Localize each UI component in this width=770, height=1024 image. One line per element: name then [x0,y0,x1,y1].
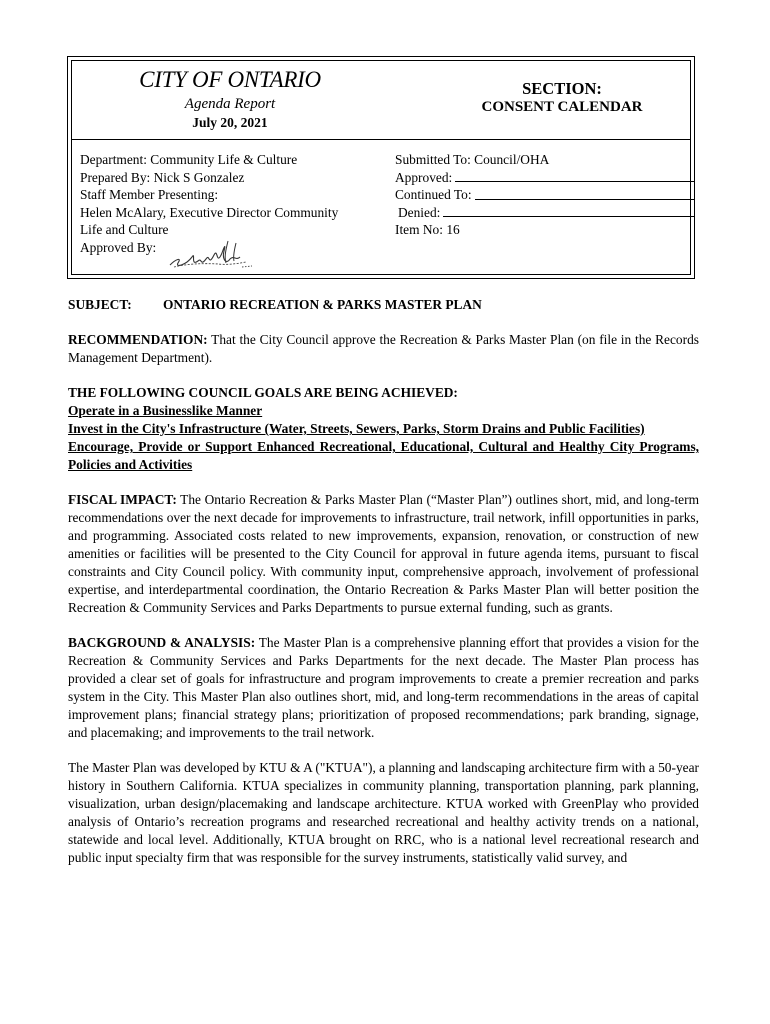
goal-item: Encourage, Provide or Support Enhanced Recreational, Educational, Cultural and Healthy City Programs, Policies and Activities [68,439,699,472]
agenda-report-label: Agenda Report [184,96,276,112]
item-no-row [395,221,695,239]
section-value: CONSENT CALENDAR [481,99,643,115]
prepared-by-line: Prepared By: Nick S Gonzalez [80,169,245,185]
background-label: BACKGROUND & ANALYSIS: [68,635,256,650]
submitted-to-row [395,151,695,169]
department-line: Department: Community Life & Culture [80,152,298,167]
report-date: July 20, 2021 [192,115,268,130]
denied-label: Denied: [398,204,441,220]
submitted-to-line: Submitted To: Council/OHA [395,152,550,167]
fiscal-impact-paragraph [68,491,699,617]
denied-blank [443,204,695,218]
continued-to-row [395,186,695,204]
fiscal-impact-text: The Ontario Recreation & Parks Master Plan (“Master Plan”) outlines short, mid, and long-term recommendations over the next decade for improvements to infrastructure, trail network, infill opportunities in parks, and programming. Associated costs related to new improvements, expansion, renovation, or construction of new amenities or facilities will be presented to the City Council for approval in future agenda items, pursuant to fiscal constraints and City Council policy. With community input, comprehensive approach, involvement of professional expertise, and interdepartmental coordination, the Ontario Recreation & Parks Master Plan will better position the Recreation & Community Services and Parks Departments to pursue external funding, such as grants. [68,492,699,615]
submission-info [395,151,695,239]
denied-row [395,204,695,222]
subject-label: SUBJECT: [68,297,132,312]
staff-name-line-1: Helen McAlary, Executive Director Community [80,204,339,220]
goal-item: Invest in the City's Infrastructure (Water, Streets, Sewers, Parks, Storm Drains and Public Facilities) [68,421,645,436]
report-body [68,296,699,867]
section-label: SECTION: [522,79,602,98]
background-text: The Master Plan is a comprehensive planning effort that provides a vision for the Recreation & Community Services and Parks Departments for the next decade. The Master Plan process has provided a clear set of goals for infrastructure and program improvements to create a premier recreation and parks system in the City. This Master Plan also outlines short, mid, and long-term recommendations in the areas of capital improvement plans; financial strategy plans; prioritization of proposed recommendations; park branding, signage, and placemaking; and improvements to the trail network. [68,635,699,740]
subject-line [68,296,699,314]
header-divider [72,139,690,140]
header-box [67,56,695,279]
approved-label: Approved: [395,169,453,185]
recommendation-paragraph [68,331,699,367]
goal-item: Operate in a Businesslike Manner [68,403,263,418]
approved-by-line: Approved By: [80,239,157,255]
approved-blank [455,169,695,183]
continued-to-label: Continued To: [395,187,472,203]
staff-name-line-2: Life and Culture [80,222,169,238]
approved-row [395,169,695,187]
goals-heading: THE FOLLOWING COUNCIL GOALS ARE BEING ACHIEVED: [68,385,458,400]
recommendation-text: That the City Council approve the Recreation & Parks Master Plan (on file in the Records Management Department). [68,332,699,365]
recommendation-label: RECOMMENDATION: [68,332,208,347]
city-title: CITY OF ONTARIO [139,67,321,92]
signature-image [166,237,256,277]
fiscal-impact-label: FISCAL IMPACT: [68,492,177,507]
background-paragraph [68,634,699,742]
continued-to-blank [475,186,695,200]
ktua-paragraph: The Master Plan was developed by KTU & A ("KTUA"), a planning and landscaping architecture firm with a 50-year history in Southern California. KTUA specializes in community planning, transportation planning, park planning, visualization, urban design/placemaking and landscape architecture. KTUA worked with GreenPlay who provided analysis of Ontario’s recreation programs and researched recreational and healthy activity trends on a national, statewide and local level. Additionally, KTUA brought on RRC, who is a national level recreational research and public input specialty firm that was responsible for the survey instruments, statistically valid survey, and [68,760,699,865]
subject-value: ONTARIO RECREATION & PARKS MASTER PLAN [163,297,482,312]
staff-presenting-line: Staff Member Presenting: [80,187,219,203]
item-no-line: Item No: 16 [395,222,460,238]
header-inner-border [71,60,691,275]
